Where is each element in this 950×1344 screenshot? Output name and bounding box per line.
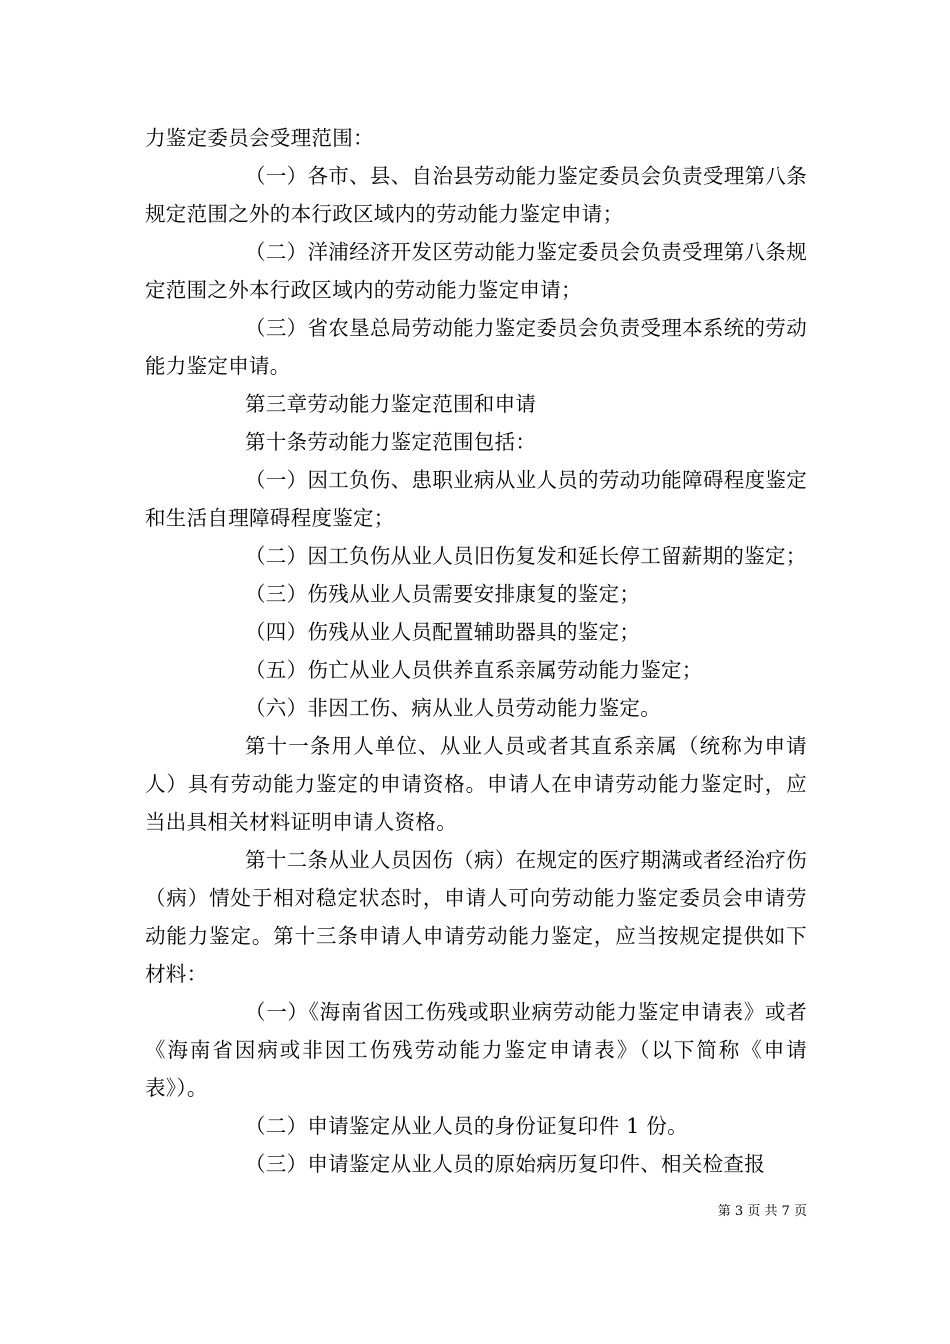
paragraph: （六）非因工伤、病从业人员劳动能力鉴定。 (245, 696, 661, 720)
paragraph: 第十一条用人单位、从业人员或者其直系亲属（统称为申请人）具有劳动能力鉴定的申请资格。申请人在申请劳动能力鉴定时，应当出具相关材料证明申请人资格。 (145, 734, 807, 834)
paragraph: （三）省农垦总局劳动能力鉴定委员会负责受理本系统的劳动能力鉴定申请。 (145, 316, 807, 378)
paragraph: （二）洋浦经济开发区劳动能力鉴定委员会负责受理第八条规定范围之外本行政区域内的劳动能力鉴定申请； (145, 240, 807, 302)
paragraph: （二）因工负伤从业人员旧伤复发和延长停工留薪期的鉴定； (245, 544, 807, 568)
paragraph: （四）伤残从业人员配置辅助器具的鉴定； (245, 620, 641, 644)
paragraph: （一）因工负伤、患职业病从业人员的劳动功能障碍程度鉴定和生活自理障碍程度鉴定； (145, 468, 807, 530)
document-body (145, 119, 807, 1183)
paragraph: 第十二条从业人员因伤（病）在规定的医疗期满或者经治疗伤（病）情处于相对稳定状态时，申请人可向劳动能力鉴定委员会申请劳动能力鉴定。第十三条申请人申请劳动能力鉴定，应当按规定提供如下材料： (145, 848, 807, 986)
paragraph: （五）伤亡从业人员供养直系亲属劳动能力鉴定； (245, 658, 703, 682)
paragraph: （一）各市、县、自治县劳动能力鉴定委员会负责受理第八条规定范围之外的本行政区域内的劳动能力鉴定申请； (145, 164, 807, 226)
article-heading: 第十条劳动能力鉴定范围包括： (245, 430, 537, 454)
paragraph: （二）申请鉴定从业人员的身份证复印件 1 份。 (245, 1114, 688, 1138)
chapter-heading: 第三章劳动能力鉴定范围和申请 (245, 392, 537, 416)
page-number: 第 3 页 共 7 页 (717, 1204, 807, 1219)
paragraph: 力鉴定委员会受理范围： (145, 126, 374, 150)
paragraph: （一）《海南省因工伤残或职业病劳动能力鉴定申请表》或者《海南省因病或非因工伤残劳动能力鉴定申请表》（以下简称《申请表》）。 (145, 1000, 807, 1100)
paragraph: （三）伤残从业人员需要安排康复的鉴定； (245, 582, 641, 606)
paragraph: （三）申请鉴定从业人员的原始病历复印件、相关检查报 (245, 1152, 765, 1176)
